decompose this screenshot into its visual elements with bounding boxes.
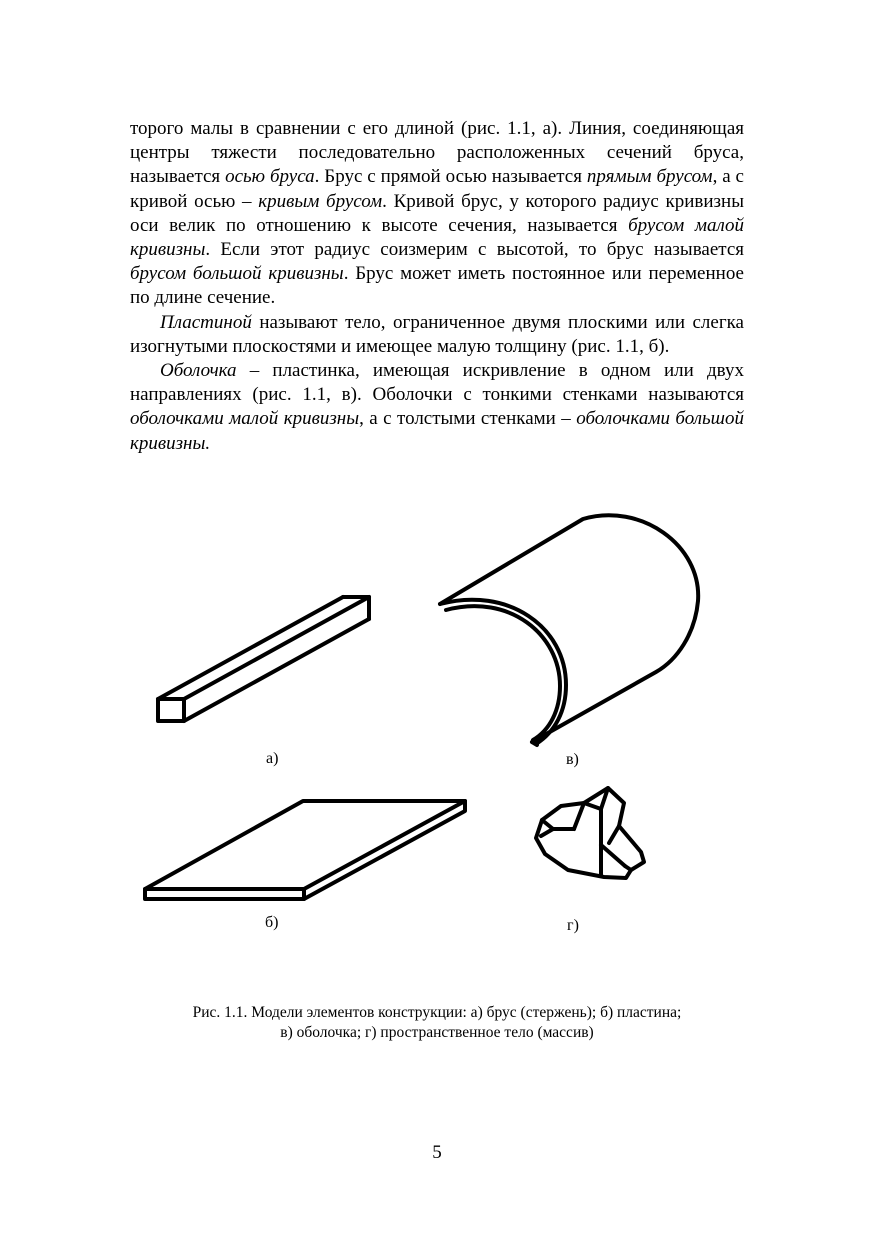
plate-drawing (145, 801, 465, 899)
page-number: 5 (432, 1142, 442, 1163)
term-plate: Пластиной (160, 311, 252, 333)
label-v: в) (566, 751, 579, 768)
term-shell: Оболочка (160, 360, 237, 382)
shell-drawing (440, 515, 698, 745)
term-small-curvature-shell: оболочками малой кривизны (130, 408, 360, 430)
term-large-curvature-beam: брусом большой кривизны (130, 263, 344, 285)
term-large-curvature-shell: оболочками большой кривизны. (130, 408, 744, 454)
caption-line-1: Рис. 1.1. Модели элементов конструкции: а) брус (стержень); б) пластина; (192, 1004, 682, 1021)
term-curved-beam: кривым брусом (258, 190, 383, 212)
paragraph-plate: Пластиной называют тело, ограниченное двумя плоскими или слегка изогнутыми плоскостями и имеющее малую толщину (рис. 1.1, б). (130, 311, 744, 357)
term-beam-axis: осью бруса (225, 166, 315, 188)
label-a: а) (266, 750, 279, 767)
caption-line-2: в) оболочка; г) пространственное тело (массив) (280, 1024, 594, 1041)
label-b: б) (265, 914, 279, 931)
term-small-curvature-beam: брусом малой кривизны (130, 214, 744, 261)
paragraph-shell: Оболочка – пластинка, имеющая искривление в одном или двух направлениях (рис. 1.1, в). Оболочки с тонкими стенками называются оболочками малой кривизны, а с толстыми стенками – оболочками большой кривизны. (130, 360, 744, 454)
solid-body-drawing (536, 788, 644, 878)
figure-caption (120, 1003, 754, 1043)
label-g: г) (567, 917, 579, 934)
beam-drawing (158, 597, 369, 721)
paragraph-beam: торого малы в сравнении с его длиной (рис. 1.1, а). Линия, соединяющая центры тяжести последовательно расположенных сечений бруса, называется осью бруса. Брус с прямой осью называется прямым брусом, а с кривой осью – кривым брусом. Кривой брус, у которого радиус кривизны оси велик по отношению к высоте сечения, называется брусом малой кривизны. Если этот радиус соизмерим с высотой, то брус называется брусом большой кривизны. Брус может иметь постоянное или переменное по длине сечение. (130, 118, 744, 309)
term-straight-beam: прямым брусом (586, 166, 713, 188)
